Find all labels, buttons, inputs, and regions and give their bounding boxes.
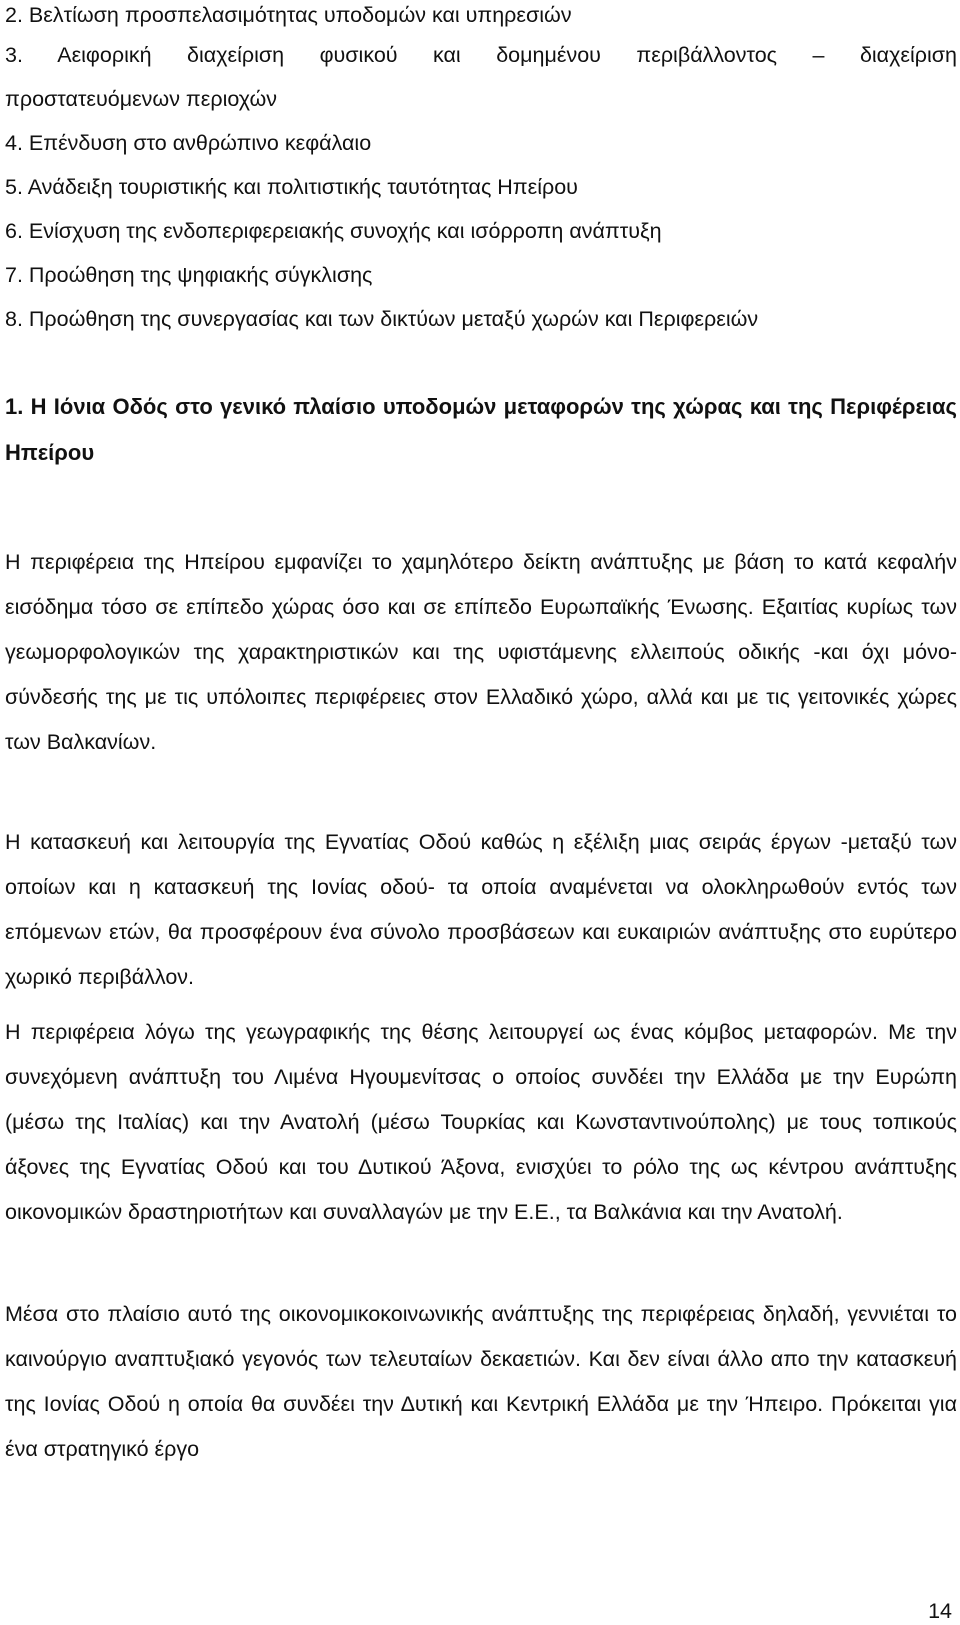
list-item-4: 4. Επένδυση στο ανθρώπινο κεφάλαιο (5, 131, 372, 155)
list-item-3-continued: προστατευόμενων περιοχών (5, 87, 277, 111)
page-number: 14 (928, 1599, 952, 1623)
section-heading: 1. Η Ιόνια Οδός στο γενικό πλαίσιο υποδομών μεταφορών της χώρας και της Περιφέρειας Ηπείρου (5, 394, 957, 465)
list-item-3: 3. Αειφορική διαχείριση φυσικού και δομημένου περιβάλλοντος – διαχείριση (5, 43, 957, 67)
list-item-5: 5. Ανάδειξη τουριστικής και πολιτιστικής ταυτότητας Ηπείρου (5, 175, 578, 199)
list-item-2: 2. Βελτίωση προσπελασιμότητας υποδομών και υπηρεσιών (5, 3, 572, 27)
list-item-7: 7. Προώθηση της ψηφιακής σύγκλισης (5, 263, 373, 287)
paragraph-3: Η περιφέρεια λόγω της γεωγραφικής της θέσης λειτουργεί ως ένας κόμβος μεταφορών. Με την συνεχόμενη ανάπτυξη του Λιμένα Ηγουμενίτσας ο οποίος συνδέει την Ελλάδα με την Ευρώπη (μέσω της Ιταλίας) και την Ανατολή (μέσω Τουρκίας και Κωνσταντινούπολης) με τους τοπικούς άξονες της Εγνατίας Οδού και του Δυτικού Άξονα, ενισχύει το ρόλο της ως κέντρου ανάπτυξης οικονομικών δραστηριοτήτων και συναλλαγών με την Ε.Ε., τα Βαλκάνια και την Ανατολή. (5, 1020, 957, 1224)
list-item-8: 8. Προώθηση της συνεργασίας και των δικτύων μεταξύ χωρών και Περιφερειών (5, 307, 759, 331)
list-item-6: 6. Ενίσχυση της ενδοπεριφερειακής συνοχής και ισόρροπη ανάπτυξη (5, 219, 662, 243)
paragraph-1: Η περιφέρεια της Ηπείρου εμφανίζει το χαμηλότερο δείκτη ανάπτυξης με βάση το κατά κεφαλήν εισόδημα τόσο σε επίπεδο χώρας όσο και σε επίπεδο Ευρωπαϊκής Ένωσης. Εξαιτίας κυρίως των γεωμορφολογικών της χαρακτηριστικών και της υφιστάμενης ελλειπούς οδικής -και όχι μόνο- σύνδεσής της με τις υπόλοιπες περιφέρειες στον Ελλαδικό χώρο, αλλά και με τις γειτονικές χώρες των Βαλκανίων. (5, 550, 957, 754)
paragraph-4: Μέσα στο πλαίσιο αυτό της οικονομικοκοινωνικής ανάπτυξης της περιφέρειας δηλαδή, γεννιέται το καινούργιο αναπτυξιακό γεγονός των τελευταίων δεκαετιών. Και δεν είναι άλλο απο την κατασκευή της Ιονίας Οδού η οποία θα συνδέει την Δυτική και Κεντρική Ελλάδα με την Ήπειρο. Πρόκειται για ένα στρατηγικό έργο (5, 1302, 957, 1461)
paragraph-2: Η κατασκευή και λειτουργία της Εγνατίας Οδού καθώς η εξέλιξη μιας σειράς έργων -μεταξύ των οποίων και η κατασκευή της Ιονίας οδού- τα οποία αναμένεται να ολοκληρωθούν εντός των επόμενων ετών, θα προσφέρουν ένα σύνολο προσβάσεων και ευκαιριών ανάπτυξης στο ευρύτερο χωρικό περιβάλλον. (5, 830, 957, 989)
